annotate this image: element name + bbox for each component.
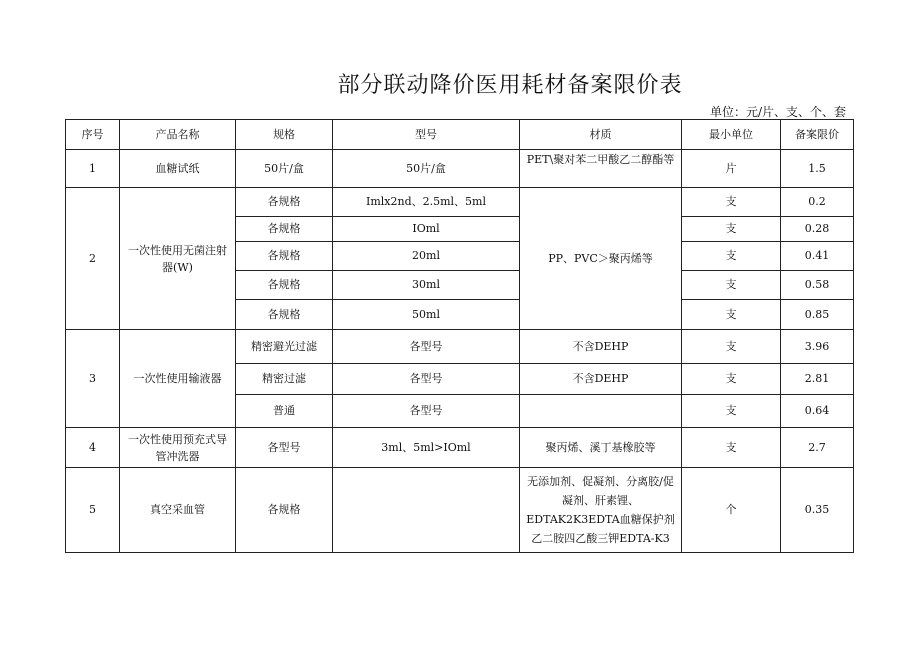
model-cell: 各型号 xyxy=(333,364,520,395)
table-row xyxy=(66,468,854,553)
header-cell: 材质 xyxy=(520,120,682,150)
row-no: 4 xyxy=(66,428,120,468)
price-cell: 0.2 xyxy=(781,188,854,217)
price-cell: 0.41 xyxy=(781,242,854,271)
header-cell: 备案限价 xyxy=(781,120,854,150)
header-cell: 序号 xyxy=(66,120,120,150)
material-cell: 不含DEHP xyxy=(520,364,682,395)
page-title: 部分联动降价医用耗材备案限价表 xyxy=(337,73,683,98)
price-cell: 0.64 xyxy=(781,395,854,428)
model-cell: 30ml xyxy=(333,271,520,300)
material-cell: PET\聚对苯二甲酸乙二醇酯等 xyxy=(520,150,682,188)
unit-cell: 支 xyxy=(682,271,781,300)
price-cell: 0.85 xyxy=(781,300,854,330)
price-cell: 3.96 xyxy=(781,330,854,364)
unit-cell: 支 xyxy=(682,242,781,271)
material-cell: 聚丙烯、溪丁基橡胶等 xyxy=(520,428,682,468)
price-cell: 0.35 xyxy=(781,468,854,553)
model-cell: IOml xyxy=(333,217,520,242)
spec-cell: 各规格 xyxy=(236,188,333,217)
spec-cell: 精密过滤 xyxy=(236,364,333,395)
table-row xyxy=(66,150,854,188)
row-no: 3 xyxy=(66,330,120,428)
price-table xyxy=(65,119,854,553)
unit-cell: 支 xyxy=(682,188,781,217)
model-cell: 50片/盒 xyxy=(333,150,520,188)
spec-cell: 各规格 xyxy=(236,300,333,330)
unit-cell: 支 xyxy=(682,428,781,468)
price-cell: 2.81 xyxy=(781,364,854,395)
product-name: 一次性使用输液器 xyxy=(120,330,236,428)
unit-cell: 支 xyxy=(682,300,781,330)
row-no: 2 xyxy=(66,188,120,330)
table-row xyxy=(66,428,854,468)
unit-note: 单位：元/片、支、个、套 xyxy=(709,105,846,119)
header-cell: 型号 xyxy=(333,120,520,150)
unit-cell: 支 xyxy=(682,217,781,242)
product-name: 一次性使用无菌注射器(W) xyxy=(120,188,236,330)
spec-cell: 各规格 xyxy=(236,217,333,242)
price-cell: 0.28 xyxy=(781,217,854,242)
product-name: 一次性使用预充式导管冲洗器 xyxy=(120,428,236,468)
model-cell: 各型号 xyxy=(333,330,520,364)
material-cell: 无添加剂、促凝剂、分离胶/促凝剂、肝素锂、EDTAK2K3EDTA血糖保护剂乙二胺四乙酸三钾EDTA-K3 xyxy=(520,468,682,553)
price-cell: 0.58 xyxy=(781,271,854,300)
material-cell: 不含DEHP xyxy=(520,330,682,364)
material-cell xyxy=(520,395,682,428)
spec-cell: 精密避光过滤 xyxy=(236,330,333,364)
spec-cell: 普通 xyxy=(236,395,333,428)
spec-cell: 各规格 xyxy=(236,468,333,553)
spec-cell: 各规格 xyxy=(236,271,333,300)
spec-cell: 各规格 xyxy=(236,242,333,271)
model-cell: Imlx2nd、2.5ml、5ml xyxy=(333,188,520,217)
product-name: 血糖试纸 xyxy=(120,150,236,188)
price-cell: 1.5 xyxy=(781,150,854,188)
header-row xyxy=(66,120,854,150)
header-cell: 规格 xyxy=(236,120,333,150)
row-no: 1 xyxy=(66,150,120,188)
material-cell: PP、PVC＞聚丙烯等 xyxy=(520,188,682,330)
spec-cell: 50片/盒 xyxy=(236,150,333,188)
model-cell: 3ml、5ml>IOml xyxy=(333,428,520,468)
header-cell: 最小单位 xyxy=(682,120,781,150)
header-cell: 产品名称 xyxy=(120,120,236,150)
unit-cell: 支 xyxy=(682,395,781,428)
spec-cell: 各型号 xyxy=(236,428,333,468)
unit-cell: 个 xyxy=(682,468,781,553)
unit-cell: 支 xyxy=(682,364,781,395)
table-row xyxy=(66,330,854,364)
product-name: 真空采血管 xyxy=(120,468,236,553)
model-cell xyxy=(333,468,520,553)
model-cell: 各型号 xyxy=(333,395,520,428)
table-row xyxy=(66,188,854,217)
model-cell: 50ml xyxy=(333,300,520,330)
unit-cell: 支 xyxy=(682,330,781,364)
price-cell: 2.7 xyxy=(781,428,854,468)
model-cell: 20ml xyxy=(333,242,520,271)
unit-cell: 片 xyxy=(682,150,781,188)
row-no: 5 xyxy=(66,468,120,553)
